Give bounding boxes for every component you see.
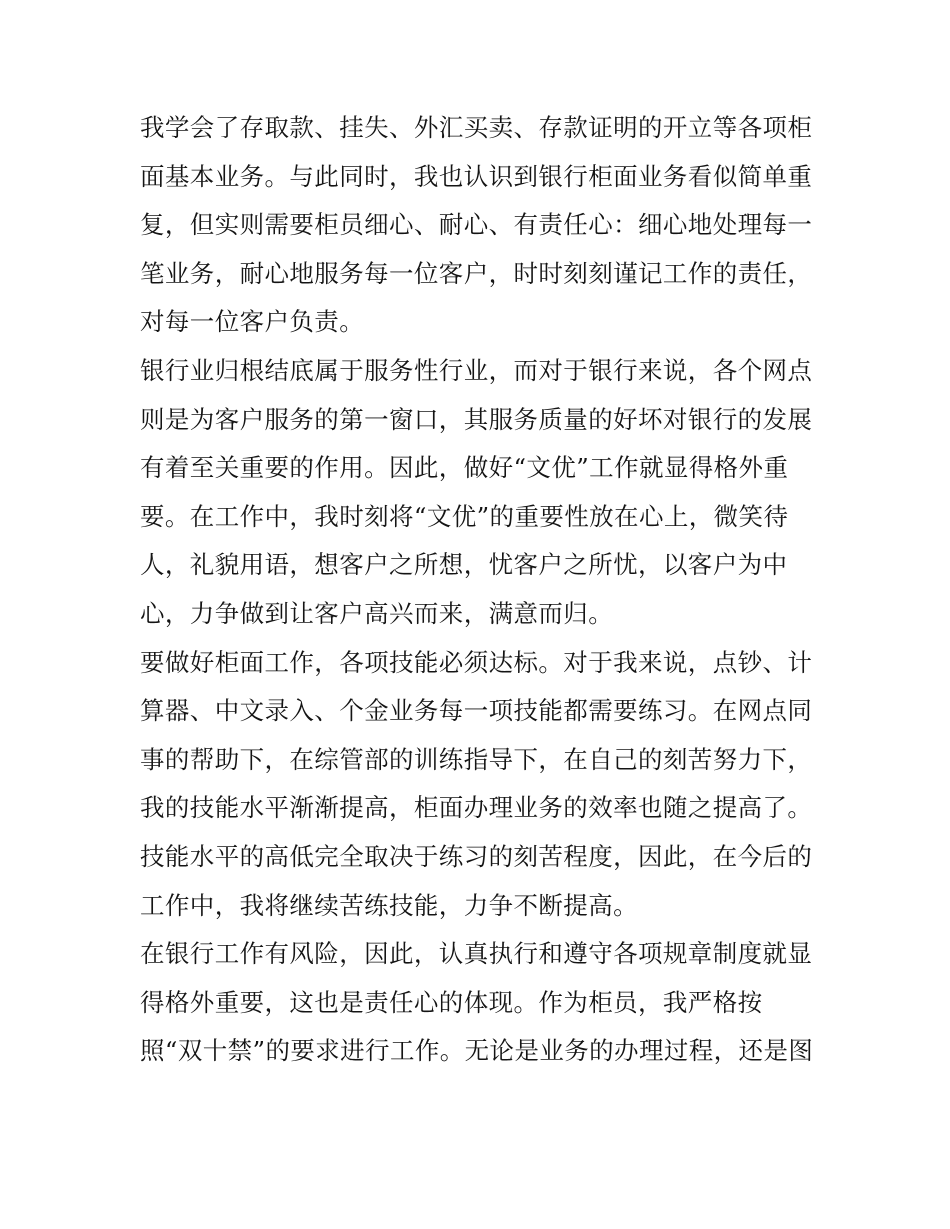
paragraph-2-line-2: 则是为客户服务的第一窗口，其服务质量的好坏对银行的发展 <box>140 404 813 434</box>
paragraph-3-line-2: 算器、中文录入、个金业务每一项技能都需要练习。在网点同 <box>140 696 813 726</box>
paragraph-4-line-2: 得格外重要，这也是责任心的体现。作为柜员，我严格按 <box>140 987 763 1017</box>
paragraph-1-line-2: 面基本业务。与此同时，我也认识到银行柜面业务看似简单重 <box>140 161 813 191</box>
paragraph-1-line-3: 复，但实则需要柜员细心、耐心、有责任心：细心地处理每一 <box>140 210 813 240</box>
paragraph-1-line-1: 我学会了存取款、挂失、外汇买卖、存款证明的开立等各项柜 <box>140 113 813 142</box>
paragraph-1-line-4: 笔业务，耐心地服务每一位客户，时时刻刻谨记工作的责任， <box>140 258 813 288</box>
paragraph-2-line-3: 有着至关重要的作用。因此，做好“文优”工作就显得格外重 <box>140 453 789 483</box>
paragraph-4-line-3: 照“双十禁”的要求进行工作。无论是业务的办理过程，还是图 <box>140 1036 814 1066</box>
paragraph-2-line-4: 要。在工作中，我时刻将“文优”的重要性放在心上，微笑待 <box>140 501 789 531</box>
paragraph-3-line-5: 技能水平的高低完全取决于练习的刻苦程度，因此，在今后的 <box>140 841 813 871</box>
paragraph-2-line-5: 人，礼貌用语，想客户之所想，忧客户之所忧，以客户为中 <box>140 550 788 580</box>
paragraph-3-line-3: 事的帮助下，在综管部的训练指导下，在自己的刻苦努力下， <box>140 744 813 774</box>
document-body <box>140 104 820 1076</box>
paragraph-3-line-4: 我的技能水平渐渐提高，柜面办理业务的效率也随之提高了。 <box>140 793 813 823</box>
paragraph-2-line-1: 银行业归根结底属于服务性行业，而对于银行来说，各个网点 <box>140 355 813 385</box>
paragraph-3-line-6: 工作中，我将继续苦练技能，力争不断提高。 <box>140 890 638 920</box>
paragraph-1-line-5: 对每一位客户负责。 <box>140 307 365 337</box>
paragraph-2-line-6: 心，力争做到让客户高兴而来，满意而归。 <box>140 598 614 628</box>
paragraph-4-line-1: 在银行工作有风险，因此，认真执行和遵守各项规章制度就显 <box>140 939 813 969</box>
paragraph-3-line-1: 要做好柜面工作，各项技能必须达标。对于我来说，点钞、计 <box>140 647 813 677</box>
